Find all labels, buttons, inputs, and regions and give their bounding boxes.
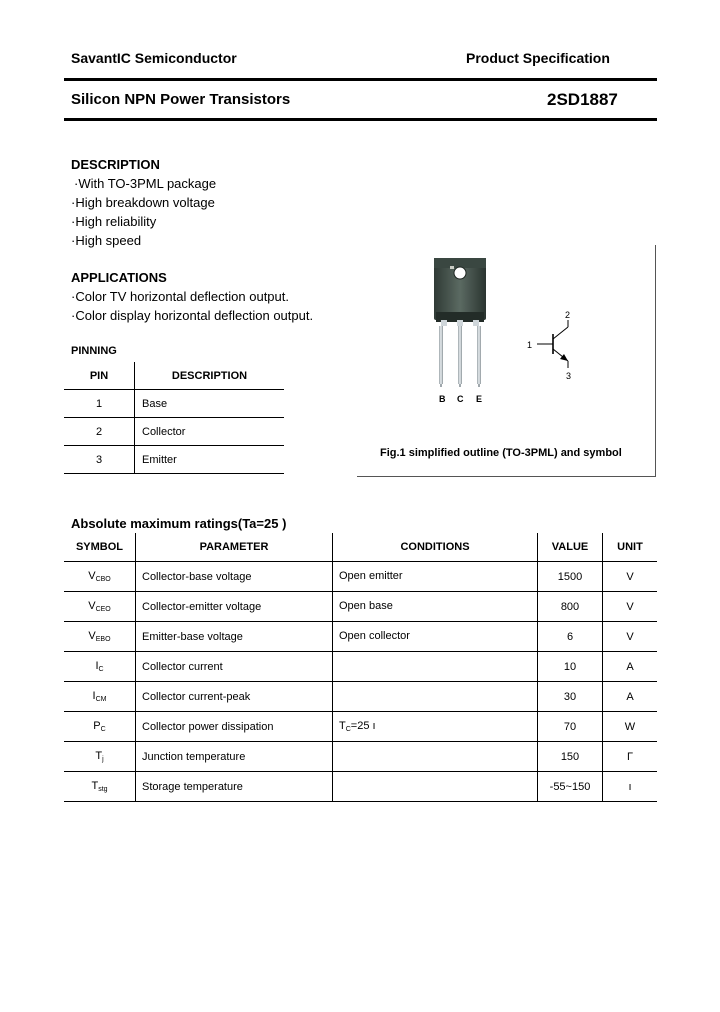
- symbol-subscript: EBO: [95, 636, 111, 643]
- rating-symbol: [64, 622, 136, 652]
- symbol-letter: V: [88, 570, 96, 582]
- rating-condition: [333, 652, 538, 682]
- rating-condition: [333, 772, 538, 802]
- rating-parameter: Collector-emitter voltage: [136, 592, 333, 622]
- pin-description: Collector: [135, 418, 285, 446]
- description-item: ·With TO-3PML package: [74, 176, 217, 191]
- rating-value: 10: [538, 652, 603, 682]
- rating-symbol: [64, 742, 136, 772]
- rating-parameter: Collector current: [136, 652, 333, 682]
- rating-condition: [333, 742, 538, 772]
- table-row: [64, 682, 657, 712]
- symbol-letter: I: [95, 660, 99, 672]
- symbol-subscript: CBO: [95, 576, 111, 583]
- pin-label-emitter: E: [476, 394, 483, 404]
- header-rule-top: [64, 78, 657, 81]
- rating-symbol: [64, 712, 136, 742]
- rating-unit: Γ: [603, 742, 658, 772]
- table-row: [64, 622, 657, 652]
- ratings-heading: Absolute maximum ratings(Ta=25 ): [71, 516, 287, 531]
- symbol-label-collector: 2: [565, 310, 571, 320]
- pin-label-base: B: [439, 394, 446, 404]
- condition-text: Open collector: [339, 630, 410, 642]
- document-title: Silicon NPN Power Transistors: [71, 91, 291, 108]
- symbol-label-emitter: 3: [566, 371, 572, 381]
- table-row: [64, 772, 657, 802]
- rating-unit: ı: [603, 772, 658, 802]
- rating-unit: A: [603, 682, 658, 712]
- symbol-letter: V: [88, 600, 96, 612]
- symbol-letter: T: [91, 780, 99, 792]
- pin-number: 2: [64, 418, 135, 446]
- pin-number: 1: [64, 390, 135, 418]
- condition-text: Open emitter: [339, 570, 403, 582]
- symbol-subscript: j: [102, 756, 104, 763]
- rating-condition: [333, 562, 538, 592]
- pin-label-collector: C: [457, 394, 464, 404]
- rating-parameter: Collector-base voltage: [136, 562, 333, 592]
- pin-description: Base: [135, 390, 285, 418]
- rating-parameter: Collector current-peak: [136, 682, 333, 712]
- description-item: ·High breakdown voltage: [71, 195, 215, 210]
- table-row: [64, 418, 284, 446]
- description-column-header: DESCRIPTION: [135, 362, 285, 390]
- rating-parameter: Collector power dissipation: [136, 712, 333, 742]
- symbol-subscript: CEO: [95, 606, 111, 613]
- rating-value: 30: [538, 682, 603, 712]
- symbol-subscript: CM: [95, 696, 107, 703]
- pin-number: 3: [64, 446, 135, 474]
- symbol-letter: V: [88, 630, 96, 642]
- parameter-column-header: PARAMETER: [136, 533, 333, 562]
- symbol-subscript: C: [100, 726, 106, 733]
- description-heading: DESCRIPTION: [71, 157, 160, 172]
- pin-description: Emitter: [135, 446, 285, 474]
- description-item: ·High reliability: [71, 214, 157, 229]
- rating-condition: [333, 682, 538, 712]
- description-item: ·High speed: [71, 233, 142, 248]
- rating-unit: V: [603, 622, 658, 652]
- rating-value: 70: [538, 712, 603, 742]
- rating-symbol: [64, 772, 136, 802]
- transistor-package-image: [420, 252, 500, 392]
- pinning-header-row: [64, 362, 284, 390]
- rating-parameter: Storage temperature: [136, 772, 333, 802]
- symbol-subscript: stg: [98, 786, 108, 793]
- unit-column-header: UNIT: [603, 533, 658, 562]
- symbol-letter: P: [93, 720, 101, 732]
- rating-condition: [333, 622, 538, 652]
- symbol-subscript: C: [98, 666, 104, 673]
- rating-unit: V: [603, 562, 658, 592]
- table-row: [64, 592, 657, 622]
- rating-parameter: Junction temperature: [136, 742, 333, 772]
- rating-value: 800: [538, 592, 603, 622]
- condition-tail: =25 ı: [350, 720, 376, 732]
- symbol-label-base: 1: [527, 340, 533, 350]
- condition-text: Open base: [339, 600, 393, 612]
- rating-value: 1500: [538, 562, 603, 592]
- symbol-column-header: SYMBOL: [64, 533, 136, 562]
- rating-value: 150: [538, 742, 603, 772]
- npn-symbol-icon: [535, 318, 585, 370]
- table-row: [64, 712, 657, 742]
- rating-value: -55~150: [538, 772, 603, 802]
- ratings-header-row: [64, 533, 657, 562]
- rating-value: 6: [538, 622, 603, 652]
- rating-condition: [333, 592, 538, 622]
- ratings-table: [64, 533, 657, 802]
- rating-unit: W: [603, 712, 658, 742]
- rating-symbol: [64, 562, 136, 592]
- figure-box: [357, 245, 656, 477]
- table-row: [64, 652, 657, 682]
- table-row: [64, 390, 284, 418]
- table-row: [64, 742, 657, 772]
- rating-symbol: [64, 652, 136, 682]
- rating-symbol: [64, 682, 136, 712]
- pin-column-header: PIN: [64, 362, 135, 390]
- table-row: [64, 446, 284, 474]
- figure-caption: Fig.1 simplified outline (TO-3PML) and symbol: [380, 447, 622, 459]
- part-number: 2SD1887: [547, 90, 618, 109]
- table-row: [64, 562, 657, 592]
- rating-unit: V: [603, 592, 658, 622]
- company-name: SavantIC Semiconductor: [71, 50, 237, 66]
- condition-text: T: [339, 720, 346, 732]
- application-item: ·Color TV horizontal deflection output.: [71, 289, 289, 304]
- value-column-header: VALUE: [538, 533, 603, 562]
- rating-unit: A: [603, 652, 658, 682]
- pinning-table: [64, 362, 284, 474]
- symbol-letter: T: [95, 750, 103, 762]
- rating-condition: [333, 712, 538, 742]
- pinning-heading: PINNING: [71, 345, 117, 357]
- rating-parameter: Emitter-base voltage: [136, 622, 333, 652]
- rating-symbol: [64, 592, 136, 622]
- applications-heading: APPLICATIONS: [71, 270, 167, 285]
- symbol-letter: I: [92, 690, 96, 702]
- document-type: Product Specification: [466, 50, 610, 66]
- condition-subscript: C: [345, 726, 351, 733]
- conditions-column-header: CONDITIONS: [333, 533, 538, 562]
- header-rule-bottom: [64, 118, 657, 121]
- application-item: ·Color display horizontal deflection output.: [71, 308, 314, 323]
